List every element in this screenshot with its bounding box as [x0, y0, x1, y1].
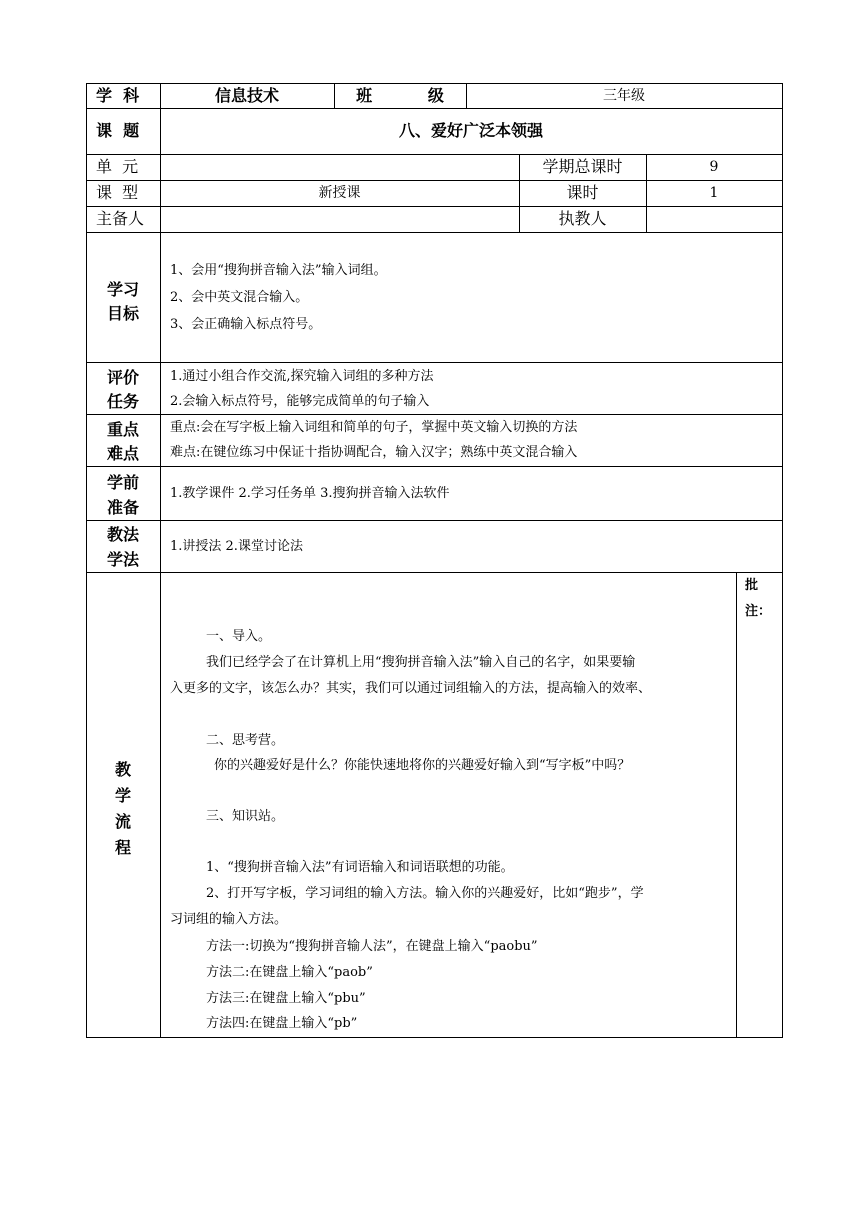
topic-label: 课 题: [96, 121, 140, 140]
row-divider: [86, 232, 783, 233]
table-border-bottom: [86, 1037, 783, 1038]
unit-label: 单 元: [96, 157, 139, 176]
objective-item: 3、会正确输入标点符号。: [170, 317, 322, 332]
row-divider: [86, 108, 783, 109]
notes-label-line-1: 批: [745, 578, 759, 593]
label-column-divider: [160, 83, 161, 1038]
row-divider: [86, 572, 783, 573]
process-paragraph-line: 我们已经学会了在计算机上用“搜狗拼音输入法”输入自己的名字，如果要输: [206, 655, 636, 670]
topic-title: 八、爱好广泛本领强: [398, 121, 543, 140]
preparation-label-line-1: 学前: [106, 473, 139, 492]
row-divider: [86, 180, 783, 181]
row-divider: [86, 414, 783, 415]
row-divider: [86, 362, 783, 363]
type-value: 新授课: [318, 185, 361, 201]
objective-item: 1、会用“搜狗拼音输入法”输入词组。: [170, 263, 387, 278]
process-paragraph-line: 习词组的输入方法。: [170, 912, 288, 927]
methods-label: [86, 522, 160, 572]
process-paragraph-line: 入更多的文字，该怎么办？其实，我们可以通过词组输入的方法，提高输入的效率、: [170, 681, 652, 696]
key-point-item: 重点:会在写字板上输入词组和简单的句子，掌握中英文输入切换的方法: [170, 420, 578, 435]
type-label: 课 型: [96, 183, 139, 202]
total-hours-label: 学期总课时: [542, 157, 623, 176]
table-border-right: [782, 83, 783, 1038]
methods-label-line-1: 教法: [106, 525, 139, 544]
methods-label-line-2: 学法: [106, 550, 139, 569]
key-points-label: [86, 418, 160, 466]
class-label: 班 级: [356, 86, 444, 105]
objective-item: 2、会中英文混合输入。: [170, 290, 309, 305]
process-method-line: 方法四:在键盘上输入“pb”: [206, 1016, 358, 1031]
notes-column-divider: [736, 572, 737, 1038]
objectives-label-line-1: 学习: [106, 280, 139, 299]
methods-text: 1.讲授法 2.课堂讨论法: [170, 539, 303, 554]
row-divider: [86, 206, 783, 207]
process-method-line: 方法一:切换为“搜狗拼音输人法”，在键盘上输入“paobu”: [206, 939, 538, 954]
process-method-line: 方法三:在键盘上输入“pbu”: [206, 991, 366, 1006]
key-points-label-line-1: 重点: [106, 420, 139, 439]
subject-value: 信息技术: [214, 86, 279, 105]
row-divider: [86, 466, 783, 467]
process-method-line: 方法二:在键盘上输入“paob”: [206, 965, 373, 980]
preparation-label-line-2: 准备: [106, 498, 139, 517]
assessment-label-line-1: 评价: [106, 368, 139, 387]
subject-label: 学 科: [96, 86, 140, 105]
preparer-label: 主备人: [96, 209, 145, 228]
process-label-char: 流: [114, 812, 131, 831]
notes-label-line-2: 注：: [745, 604, 772, 619]
table-border-top: [86, 83, 783, 84]
row-divider: [86, 520, 783, 521]
process-paragraph-line: 2、打开写字板，学习词组的输入方法。输入你的兴趣爱好，比如“跑步”，学: [206, 886, 644, 901]
preparation-label: [86, 470, 160, 520]
process-section-heading: 一、导入。: [206, 629, 272, 644]
assessment-label-line-2: 任务: [106, 392, 139, 411]
hours-label: 课时: [566, 183, 599, 202]
hours-value: 1: [709, 185, 719, 201]
class-value: 三年级: [603, 88, 645, 104]
process-section-heading: 三、知识站。: [206, 809, 285, 824]
process-paragraph-line: 1、“搜狗拼音输入法”有词语输入和词语联想的功能。: [206, 860, 514, 875]
process-section-heading: 二、思考营。: [206, 733, 285, 748]
row-divider: [86, 154, 783, 155]
assessment-item: 2.会输入标点符号，能够完成简单的句子输入: [170, 394, 430, 409]
key-point-item: 难点:在键位练习中保证十指协调配合，输入汉字；熟练中英文混合输入: [170, 445, 578, 460]
total-hours-value: 9: [709, 159, 719, 175]
key-points-label-line-2: 难点: [106, 444, 139, 463]
teacher-label: 执教人: [558, 209, 607, 228]
process-label-char: 教: [114, 760, 131, 779]
assessment-item: 1.通过小组合作交流,探究输入词组的多种方法: [170, 369, 434, 384]
objectives-label-line-2: 目标: [106, 304, 139, 323]
objectives-label: [86, 278, 160, 326]
process-label-char: 学: [114, 786, 131, 805]
preparation-text: 1.教学课件 2.学习任务单 3.搜狗拼音输入法软件: [170, 486, 450, 501]
process-label: [86, 757, 160, 861]
process-paragraph-line: 你的兴趣爱好是什么？你能快速地将你的兴趣爱好输入到“写字板”中吗？: [214, 758, 631, 773]
process-label-char: 程: [114, 838, 131, 857]
assessment-label: [86, 366, 160, 414]
